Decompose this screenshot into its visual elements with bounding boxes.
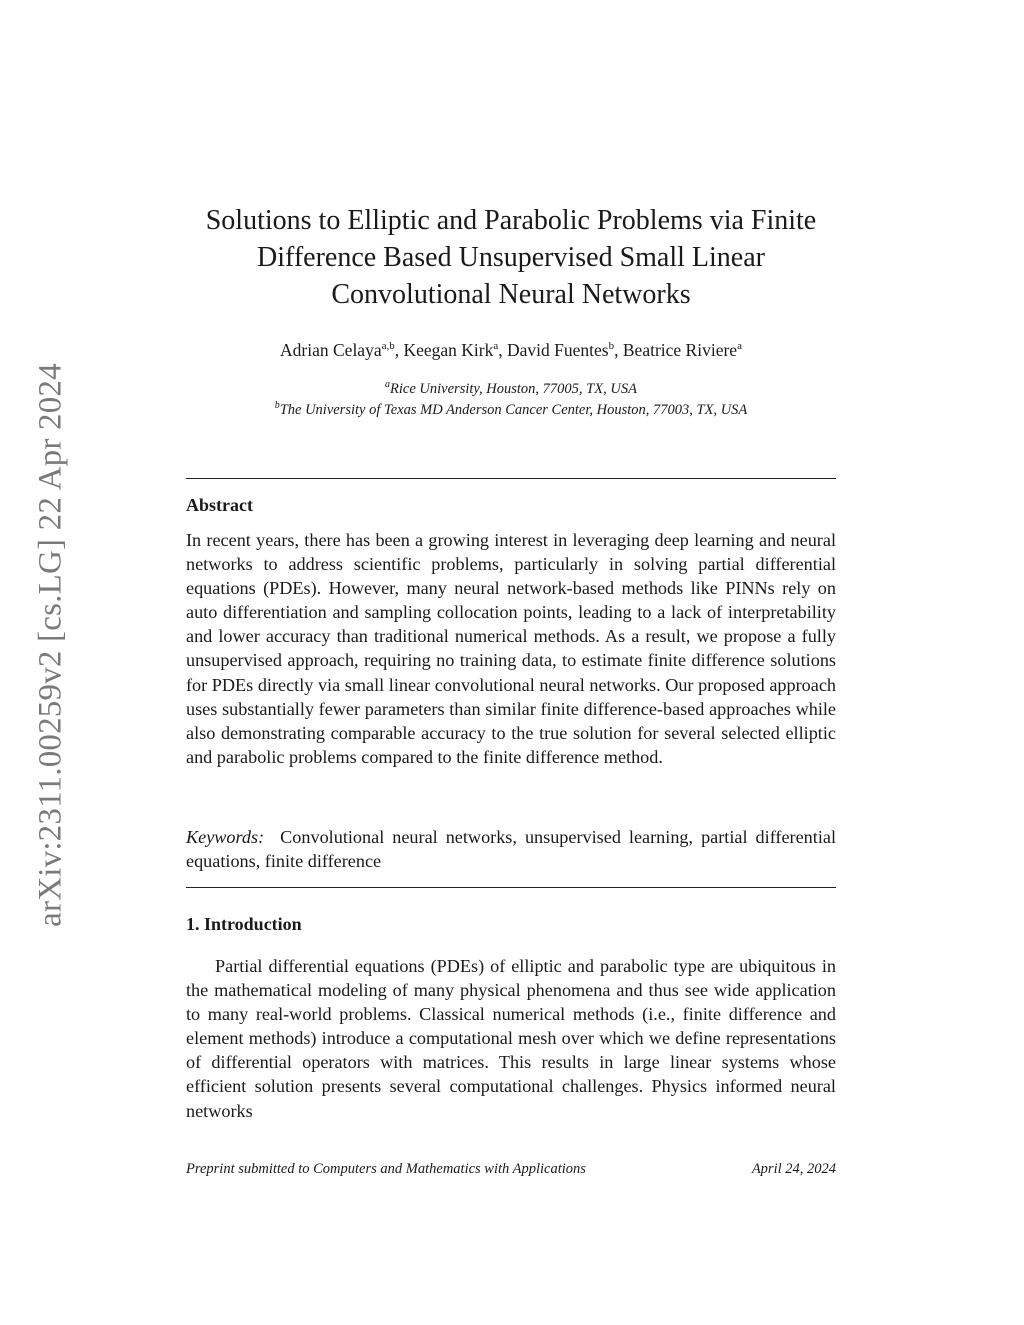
title-line: Convolutional Neural Networks bbox=[331, 279, 691, 310]
arxiv-identifier: arXiv:2311.00259v2 [cs.LG] 22 Apr 2024 bbox=[32, 363, 69, 927]
page-footer bbox=[186, 1161, 836, 1178]
author-affiliation-mark: a bbox=[493, 340, 499, 353]
paper-title bbox=[186, 202, 836, 313]
bottom-divider bbox=[186, 887, 836, 888]
author-name: Adrian Celaya bbox=[280, 340, 382, 360]
footer-venue: Preprint submitted to Computers and Mathematics with Applications bbox=[186, 1161, 586, 1177]
affiliation-text: Rice University, Houston, 77005, TX, USA bbox=[390, 380, 637, 397]
author-name: David Fuentes bbox=[507, 340, 609, 360]
affiliation bbox=[186, 400, 836, 419]
top-divider bbox=[186, 478, 836, 479]
author-name: Beatrice Riviere bbox=[622, 340, 738, 360]
introduction-text: Partial differential equations (PDEs) of elliptic and parabolic type are ubiquitous in the mathematical modeling of many physical phenomena and thus see wide application to many real-world problems. Classical numerical methods (i.e., finite difference and element methods) introduce a computational mesh over which we define representations of differential operators with matrices. This results in large linear systems whose efficient solution presents several computational challenges. Physics informed neural networks bbox=[186, 956, 836, 1121]
affiliation-mark: b bbox=[274, 400, 280, 411]
footer-date: April 24, 2024 bbox=[751, 1161, 836, 1177]
affiliation-mark: a bbox=[385, 379, 391, 390]
keywords-label: Keywords: bbox=[186, 827, 265, 847]
title-line: Difference Based Unsupervised Small Linear bbox=[257, 242, 765, 273]
affiliation bbox=[186, 379, 836, 398]
abstract-text: In recent years, there has been a growing interest in leveraging deep learning and neural networks to address scientific problems, particularly in solving partial differential equations (PDEs). However, many neural network-based methods like PINNs rely on auto differentiation and sampling collocation points, leading to a lack of interpretability and lower accuracy than traditional numerical methods. As a result, we propose a fully unsupervised approach, requiring no training data, to estimate finite difference solutions for PDEs directly via small linear convolutional neural networks. Our proposed approach uses substantially fewer parameters than similar finite difference-based approaches while also demonstrating comparable accuracy to the true solution for several selected elliptic and parabolic problems compared to the finite difference method. bbox=[186, 530, 836, 767]
author-affiliation-mark: a bbox=[737, 340, 742, 353]
author-affiliation-mark: b bbox=[608, 340, 615, 353]
keywords bbox=[186, 825, 836, 873]
author-affiliation-mark: a,b bbox=[381, 340, 395, 353]
introduction-heading: 1. Introduction bbox=[186, 914, 302, 934]
keywords-text: Convolutional neural networks, unsupervised learning, partial differential equations, finite difference bbox=[186, 827, 836, 872]
affiliation-text: The University of Texas MD Anderson Cancer Center, Houston, 77003, TX, USA bbox=[279, 401, 748, 418]
author-list: Adrian Celaya$^{a,b}$, Keegan Kirk$^a$, David Fuentes$^b$, Beatrice Riviere$^a$ bbox=[280, 340, 742, 360]
abstract-heading: Abstract bbox=[186, 495, 253, 515]
author-name: Keegan Kirk bbox=[403, 340, 494, 360]
title-line: Solutions to Elliptic and Parabolic Problems via Finite bbox=[205, 205, 817, 236]
